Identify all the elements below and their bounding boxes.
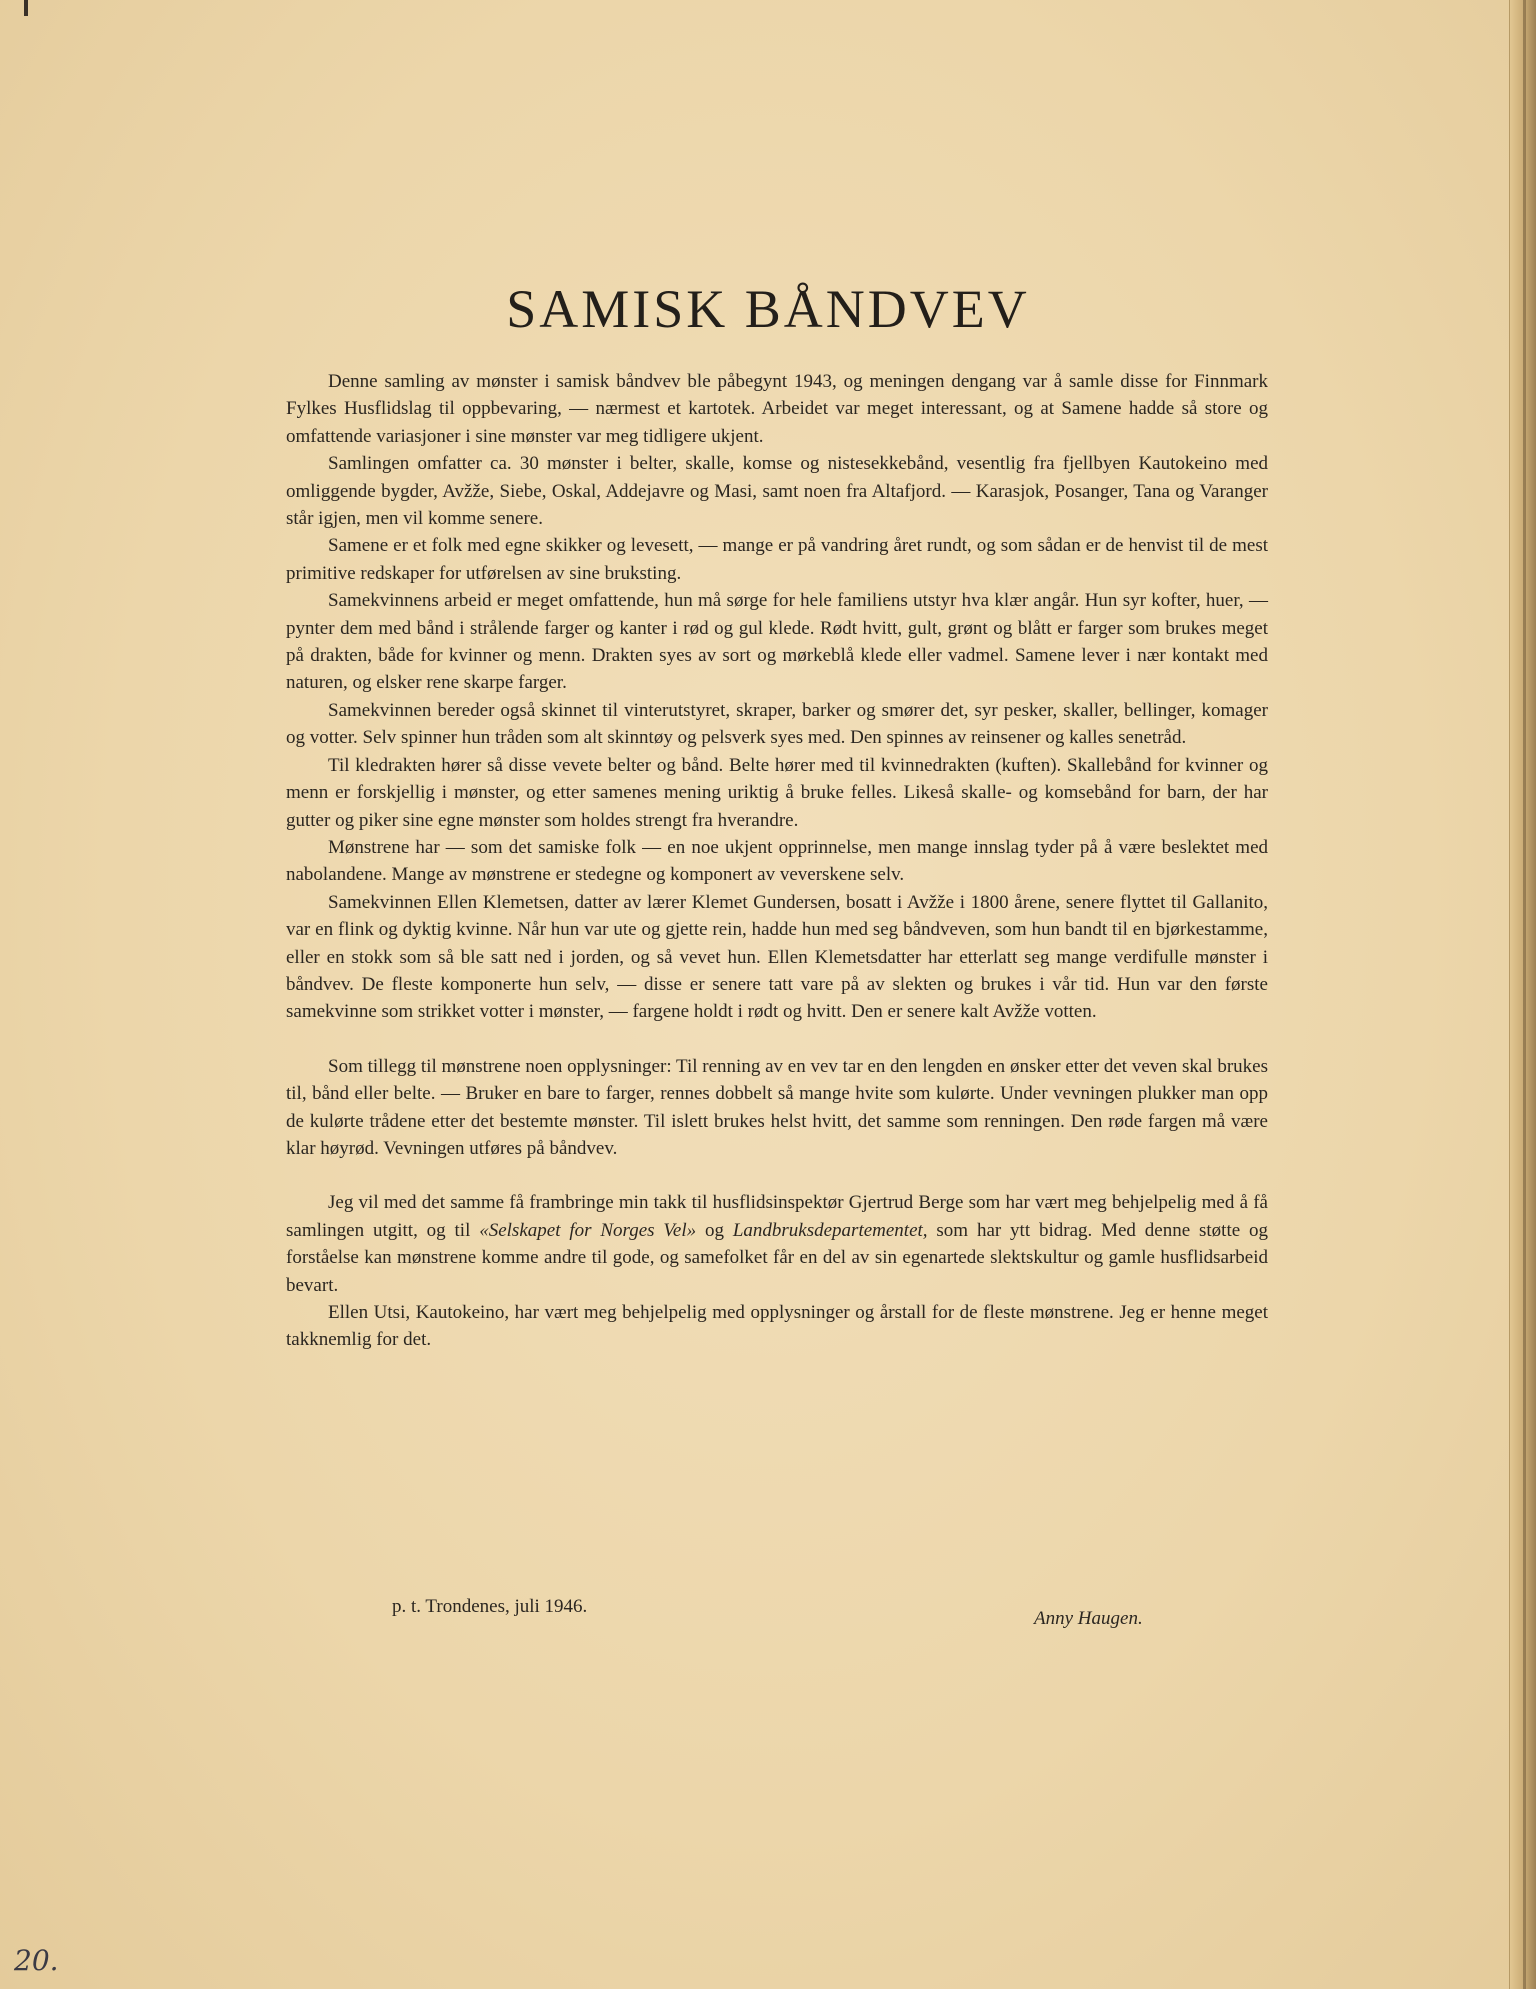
- place-and-date: p. t. Trondenes, juli 1946.: [392, 1596, 588, 1617]
- thanks-department-name: Landbruksdepartementet,: [732, 1219, 928, 1241]
- paragraph-belts: Til kledrakten hører så disse vevete belter og bånd. Belte hører med til kvinnedrakten (kuften). Skallebånd for kvinner og menn er forskjellig i mønster, og etter samenes mening uriktig å bruke felles. Likeså skalle- og komsebånd for barn, der har gutter og piker sine egne mønster som holdes strengt fra hverandre.: [286, 754, 1268, 831]
- paragraph-women-work: Samekvinnens arbeid er meget omfattende, hun må sørge for hele familiens utstyr hva klær angår. Hun syr kofter, huer, — pynter dem med bånd i strålende farger og kanter i rød og gul klede. Rødt hvitt, gult, grønt og blått er farger som brukes meget på drakten, både for kvinner og menn. Drakten syes av sort og mørkeblå klede eller vadmel. Samene lever i nær kontakt med naturen, og elsker rene skarpe farger.: [286, 590, 1268, 694]
- document-title: SAMISK BÅNDVEV: [506, 279, 1030, 339]
- paragraph-ellen-utsi: Ellen Utsi, Kautokeino, har vært meg behjelpelig med opplysninger og årstall for de fleste mønstrene. Jeg er henne meget takknemlig for det.: [286, 1302, 1268, 1351]
- paragraph-customs: Samene er et folk med egne skikker og levesett, — mange er på vandring året rundt, og som sådan er de henvist til de mest primitive redskaper for utførelsen av sine bruksting.: [286, 535, 1268, 584]
- paragraph-patterns-origin: Mønstrene har — som det samiske folk — en noe ukjent opprinnelse, men mange innslag tyder på å være beslektet med nabolandene. Mange av mønstrene er stedegne og komponert av veverskene selv.: [286, 836, 1268, 886]
- paragraph-skins: Samekvinnen bereder også skinnet til vinterutstyret, skraper, barker og smører det, syr pesker, skaller, bellinger, komager og votter. Selv spinner hun tråden som alt skinntøy og pelsverk syes med. Den spinnes av reinsener og kalles senetråd.: [286, 699, 1268, 749]
- page-number: 20.: [14, 1944, 59, 1977]
- document-body: [286, 368, 1268, 1354]
- paragraph-collection: Samlingen omfatter ca. 30 mønster i belter, skalle, komse og nistesekkebånd, vesentlig fra fjellbyen Kautokeino med omliggende bygder, Avžže, Siebe, Oskal, Addejavre og Masi, samt noen fra Altafjord. — Karasjok, Posanger, Tana og Varanger står igjen, men vil komme senere.: [286, 453, 1268, 530]
- paragraph-thanks: [286, 1189, 1268, 1299]
- thanks-org-name: «Selskapet for Norges Vel»: [479, 1219, 697, 1241]
- thanks-text-1: Jeg vil med det samme få frambringe min takk til husflidsinspektør Gjertrud Berge som har vært meg behjelpelig med å få samlingen utgitt, og til: [286, 1192, 1268, 1241]
- paragraph-intro: Denne samling av mønster i samisk båndvev ble påbegynt 1943, og meningen dengang var å samle disse for Finnmark Fylkes Husflidslag til oppbevaring, — nærmest et kartotek. Arbeidet var meget interessant, og at Samene hadde så store og omfattende variasjoner i sine mønster var meg tidligere ukjent.: [286, 371, 1268, 447]
- author-signature: Anny Haugen.: [1034, 1608, 1143, 1629]
- edge-mark: [24, 0, 28, 16]
- paragraph-ellen-klemetsen: Samekvinnen Ellen Klemetsen, datter av lærer Klemet Gundersen, bosatt i Avžže i 1800 årene, senere flyttet til Gallanito, var en flink og dyktig kvinne. Når hun var ute og gjette rein, hadde hun med seg båndveven, som hun bandt til en bjørkestamme, eller en stokk som så ble satt ned i jorden, og så vevet hun. Ellen Klemetsdatter har etterlatt seg mange verdifulle mønster i båndvev. De fleste komponerte hun selv, — disse er senere tatt vare på av slekten og brukes i vår tid. Hun var den første samekvinne som strikket votter i mønster, — fargene holdt i rødt og hvitt. Den er senere kalt Avžže votten.: [286, 891, 1268, 1023]
- thanks-text-3: som har ytt bidrag. Med denne støtte og forståelse kan mønstrene komme andre til gode, og samefolket får en del av sin egenartede slektskultur og gamle husflidsarbeid bevart.: [286, 1219, 1269, 1296]
- thanks-text-2: og: [696, 1219, 733, 1241]
- paragraph-weaving-notes: Som tillegg til mønstrene noen opplysninger: Til renning av en vev tar en den lengden en ønsker etter det veven skal brukes til, bånd eller belte. — Bruker en bare to farger, rennes dobbelt så mange hvite som kulørte. Under vevningen plukker man opp de kulørte trådene etter det bestemte mønster. Til islett brukes helst hvitt, det samme som renningen. Den røde fargen må være klar høyrød. Vevningen utføres på båndvev.: [286, 1055, 1268, 1159]
